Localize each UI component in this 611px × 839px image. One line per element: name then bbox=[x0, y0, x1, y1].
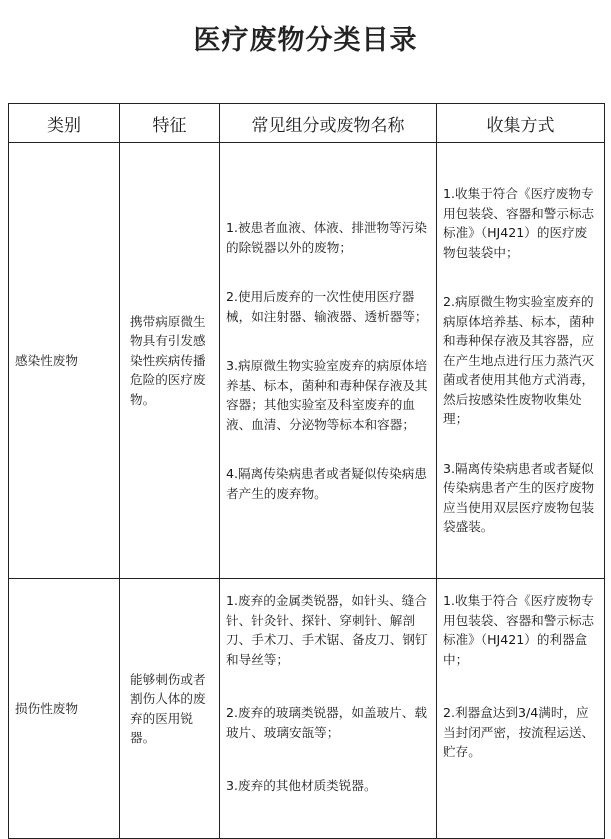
collection-item: 1.收集于符合《医疗废物专用包装袋、容器和警示标志标准》（HJ421）的医疗废物包装袋中； bbox=[443, 186, 595, 260]
header-collection: 收集方式 bbox=[437, 104, 605, 143]
collection-item: 1.收集于符合《医疗废物专用包装袋、容器和警示标志标准》（HJ421）的利器盒中； bbox=[443, 593, 595, 667]
feature-cell: 携带病原微生物具有引发感染性疾病传播危险的医疗废物。 bbox=[120, 143, 220, 579]
table-header-row bbox=[9, 104, 605, 143]
feature-cell: 能够刺伤或者割伤人体的废弃的医用锐器。 bbox=[120, 579, 220, 839]
collection-item: 3.隔离传染病患者或者疑似传染病患者产生的医疗废物应当使用双层医疗废物包装袋盛装。 bbox=[443, 460, 595, 535]
table-row bbox=[9, 143, 605, 579]
components-cell bbox=[220, 579, 437, 839]
page-title: 医疗废物分类目录 bbox=[193, 25, 418, 56]
component-item: 1.废弃的金属类锐器，如针头、缝合针、针灸针、探针、穿刺针、解剖刀、手术刀、手术锯、备皮刀、钢钉和导丝等； bbox=[226, 593, 428, 667]
collection-cell bbox=[437, 143, 605, 579]
component-item: 2.废弃的玻璃类锐器，如盖玻片、载玻片、玻璃安瓿等； bbox=[226, 705, 427, 740]
waste-catalog-table bbox=[8, 103, 605, 839]
table-row bbox=[9, 579, 605, 839]
category-cell: 感染性废物 bbox=[9, 143, 120, 579]
component-item: 2.使用后废弃的一次性使用医疗器械，如注射器、输液器、透析器等； bbox=[226, 289, 428, 324]
header-components: 常见组分或废物名称 bbox=[220, 104, 437, 143]
header-category: 类别 bbox=[9, 104, 120, 143]
component-item: 3.废弃的其他材质类锐器。 bbox=[226, 778, 377, 793]
category-cell: 损伤性废物 bbox=[9, 579, 120, 839]
collection-item: 2.利器盒达到3/4满时，应当封闭严密，按流程运送、贮存。 bbox=[443, 705, 595, 759]
header-feature: 特征 bbox=[120, 104, 220, 143]
component-item: 4.隔离传染病患者或者疑似传染病患者产生的废弃物。 bbox=[226, 466, 427, 501]
component-item: 1.被患者血液、体液、排泄物等污染的除锐器以外的废物； bbox=[226, 220, 427, 255]
collection-cell bbox=[437, 579, 605, 839]
component-item: 3.病原微生物实验室废弃的病原体培养基、标本，菌种和毒种保存液及其容器；其他实验室及科室废弃的血液、血清、分泌物等标本和容器； bbox=[226, 358, 428, 432]
collection-item: 2.病原微生物实验室废弃的病原体培养基、标本，菌种和毒种保存液及其容器，应在产生地点进行压力蒸汽灭菌或者使用其他方式消毒，然后按感染性废物收集处理； bbox=[443, 294, 595, 427]
components-cell bbox=[220, 143, 437, 579]
